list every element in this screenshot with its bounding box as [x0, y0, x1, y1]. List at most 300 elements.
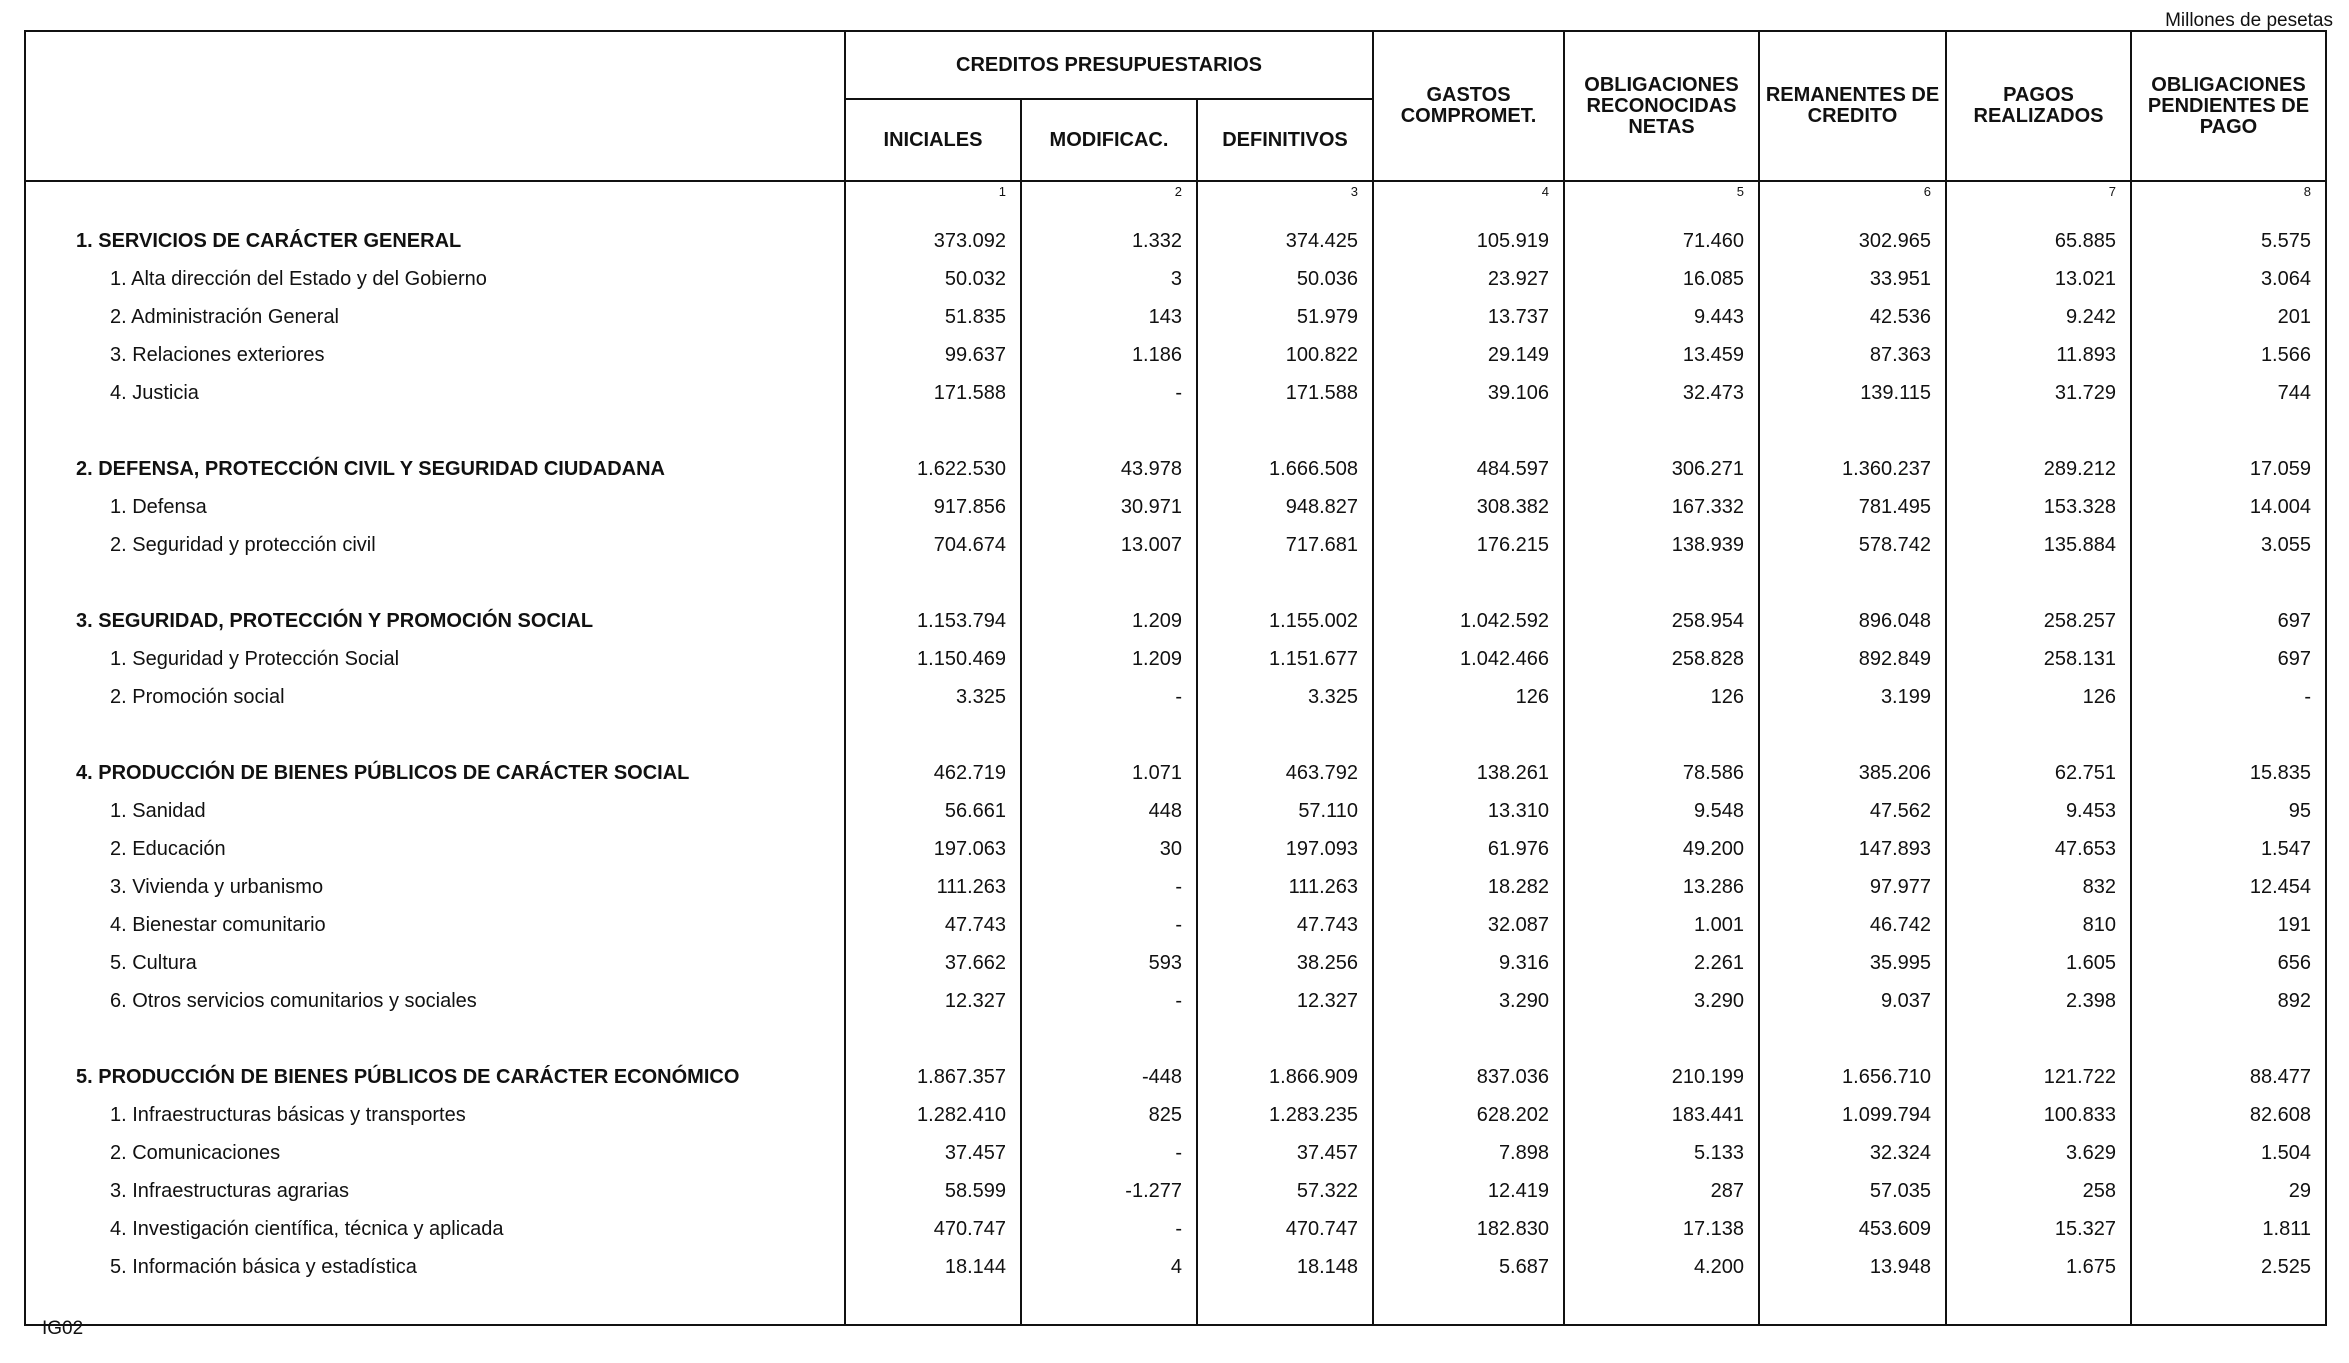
value-cell: 3.325 — [1197, 678, 1373, 716]
value-cell: 896.048 — [1759, 602, 1946, 640]
column-number-row — [25, 181, 2326, 222]
item-row — [25, 1096, 2326, 1134]
value-cell: 176.215 — [1373, 526, 1564, 564]
value-cell: 7.898 — [1373, 1134, 1564, 1172]
spacer-cell — [1373, 1020, 1564, 1058]
column-number: 1 — [845, 181, 1021, 222]
row-label: 3. SEGURIDAD, PROTECCIÓN Y PROMOCIÓN SOCIAL — [25, 602, 845, 640]
table-body — [25, 181, 2326, 1325]
value-cell: 13.310 — [1373, 792, 1564, 830]
value-cell: 43.978 — [1021, 450, 1197, 488]
column-number: 4 — [1373, 181, 1564, 222]
value-cell: 37.662 — [845, 944, 1021, 982]
table-header — [25, 31, 2326, 181]
header-modificac: MODIFICAC. — [1021, 99, 1197, 181]
spacer-cell — [1946, 716, 2131, 754]
value-cell: 126 — [1373, 678, 1564, 716]
value-cell: 1.675 — [1946, 1248, 2131, 1286]
value-cell: 111.263 — [845, 868, 1021, 906]
value-cell: 302.965 — [1759, 222, 1946, 260]
closing-cell — [2131, 1286, 2326, 1325]
row-label: 1. Sanidad — [25, 792, 845, 830]
value-cell: 3.629 — [1946, 1134, 2131, 1172]
value-cell: 3.055 — [2131, 526, 2326, 564]
value-cell: 138.939 — [1564, 526, 1759, 564]
value-cell: 16.085 — [1564, 260, 1759, 298]
value-cell: 33.951 — [1759, 260, 1946, 298]
value-cell: 191 — [2131, 906, 2326, 944]
section-row — [25, 1058, 2326, 1096]
value-cell: 15.327 — [1946, 1210, 2131, 1248]
section-row — [25, 754, 2326, 792]
value-cell: 57.322 — [1197, 1172, 1373, 1210]
value-cell: 197.063 — [845, 830, 1021, 868]
item-row — [25, 298, 2326, 336]
item-row — [25, 1210, 2326, 1248]
value-cell: 1.071 — [1021, 754, 1197, 792]
value-cell: 13.459 — [1564, 336, 1759, 374]
value-cell: 111.263 — [1197, 868, 1373, 906]
column-number: 7 — [1946, 181, 2131, 222]
section-row — [25, 450, 2326, 488]
value-cell: 463.792 — [1197, 754, 1373, 792]
value-cell: 201 — [2131, 298, 2326, 336]
value-cell: 37.457 — [845, 1134, 1021, 1172]
value-cell: 97.977 — [1759, 868, 1946, 906]
value-cell: 5.687 — [1373, 1248, 1564, 1286]
spacer-cell — [1946, 564, 2131, 602]
value-cell: 88.477 — [2131, 1058, 2326, 1096]
row-label: 2. Comunicaciones — [25, 1134, 845, 1172]
header-remanentes: REMANENTES DE CREDITO — [1759, 31, 1946, 181]
value-cell: 470.747 — [845, 1210, 1021, 1248]
value-cell: 374.425 — [1197, 222, 1373, 260]
value-cell: 126 — [1946, 678, 2131, 716]
header-iniciales: INICIALES — [845, 99, 1021, 181]
value-cell: 11.893 — [1946, 336, 2131, 374]
value-cell: 39.106 — [1373, 374, 1564, 412]
column-number: 6 — [1759, 181, 1946, 222]
value-cell: 100.833 — [1946, 1096, 2131, 1134]
value-cell: 810 — [1946, 906, 2131, 944]
value-cell: 139.115 — [1759, 374, 1946, 412]
value-cell: 100.822 — [1197, 336, 1373, 374]
value-cell: 258.257 — [1946, 602, 2131, 640]
value-cell: 61.976 — [1373, 830, 1564, 868]
value-cell: 37.457 — [1197, 1134, 1373, 1172]
value-cell: 78.586 — [1564, 754, 1759, 792]
value-cell: 62.751 — [1946, 754, 2131, 792]
value-cell: 484.597 — [1373, 450, 1564, 488]
value-cell: 1.605 — [1946, 944, 2131, 982]
spacer-row — [25, 564, 2326, 602]
row-label: 1. Infraestructuras básicas y transportes — [25, 1096, 845, 1134]
value-cell: 35.995 — [1759, 944, 1946, 982]
value-cell: 135.884 — [1946, 526, 2131, 564]
closing-cell — [845, 1286, 1021, 1325]
value-cell: 697 — [2131, 640, 2326, 678]
header-obligaciones: OBLIGACIONES RECONOCIDAS NETAS — [1564, 31, 1759, 181]
value-cell: 95 — [2131, 792, 2326, 830]
value-cell: 87.363 — [1759, 336, 1946, 374]
closing-cell — [1946, 1286, 2131, 1325]
value-cell: 289.212 — [1946, 450, 2131, 488]
spacer-cell — [1564, 412, 1759, 450]
value-cell: 892 — [2131, 982, 2326, 1020]
value-cell: 948.827 — [1197, 488, 1373, 526]
value-cell: 3.064 — [2131, 260, 2326, 298]
row-label: 5. Cultura — [25, 944, 845, 982]
value-cell: 29 — [2131, 1172, 2326, 1210]
value-cell: 9.242 — [1946, 298, 2131, 336]
value-cell: 47.653 — [1946, 830, 2131, 868]
value-cell: 1.622.530 — [845, 450, 1021, 488]
value-cell: 71.460 — [1564, 222, 1759, 260]
value-cell: 704.674 — [845, 526, 1021, 564]
value-cell: 13.948 — [1759, 1248, 1946, 1286]
closing-cell — [25, 1286, 845, 1325]
item-row — [25, 868, 2326, 906]
value-cell: 1.547 — [2131, 830, 2326, 868]
value-cell: 18.282 — [1373, 868, 1564, 906]
value-cell: - — [1021, 1210, 1197, 1248]
header-definitivos: DEFINITIVOS — [1197, 99, 1373, 181]
value-cell: 3 — [1021, 260, 1197, 298]
budget-table — [24, 30, 2327, 1326]
value-cell: 892.849 — [1759, 640, 1946, 678]
spacer-cell — [1197, 1020, 1373, 1058]
spacer-cell — [1021, 564, 1197, 602]
value-cell: 1.153.794 — [845, 602, 1021, 640]
row-label: 2. Seguridad y protección civil — [25, 526, 845, 564]
row-label: 4. Justicia — [25, 374, 845, 412]
spacer-cell — [1946, 1020, 2131, 1058]
value-cell: 308.382 — [1373, 488, 1564, 526]
value-cell: 1.666.508 — [1197, 450, 1373, 488]
value-cell: 2.525 — [2131, 1248, 2326, 1286]
row-label: 2. Administración General — [25, 298, 845, 336]
value-cell: 30.971 — [1021, 488, 1197, 526]
value-cell: 656 — [2131, 944, 2326, 982]
spacer-cell — [1946, 412, 2131, 450]
closing-cell — [1021, 1286, 1197, 1325]
value-cell: 717.681 — [1197, 526, 1373, 564]
value-cell: 121.722 — [1946, 1058, 2131, 1096]
value-cell: 143 — [1021, 298, 1197, 336]
value-cell: 47.562 — [1759, 792, 1946, 830]
value-cell: 153.328 — [1946, 488, 2131, 526]
value-cell: 13.737 — [1373, 298, 1564, 336]
value-cell: 1.360.237 — [1759, 450, 1946, 488]
spacer-cell — [845, 716, 1021, 754]
spacer-cell — [845, 1020, 1021, 1058]
value-cell: 105.919 — [1373, 222, 1564, 260]
value-cell: 197.093 — [1197, 830, 1373, 868]
spacer-cell — [845, 412, 1021, 450]
value-cell: 17.138 — [1564, 1210, 1759, 1248]
value-cell: 38.256 — [1197, 944, 1373, 982]
spacer-cell — [1759, 1020, 1946, 1058]
value-cell: 17.059 — [2131, 450, 2326, 488]
value-cell: 82.608 — [2131, 1096, 2326, 1134]
value-cell: 593 — [1021, 944, 1197, 982]
closing-cell — [1197, 1286, 1373, 1325]
spacer-cell — [1021, 1020, 1197, 1058]
value-cell: 183.441 — [1564, 1096, 1759, 1134]
value-cell: 65.885 — [1946, 222, 2131, 260]
value-cell: 470.747 — [1197, 1210, 1373, 1248]
closing-cell — [1564, 1286, 1759, 1325]
value-cell: 1.209 — [1021, 640, 1197, 678]
value-cell: 1.151.677 — [1197, 640, 1373, 678]
value-cell: 18.144 — [845, 1248, 1021, 1286]
value-cell: 2.261 — [1564, 944, 1759, 982]
value-cell: 58.599 — [845, 1172, 1021, 1210]
value-cell: 917.856 — [845, 488, 1021, 526]
value-cell: 4.200 — [1564, 1248, 1759, 1286]
row-label: 4. PRODUCCIÓN DE BIENES PÚBLICOS DE CARÁCTER SOCIAL — [25, 754, 845, 792]
closing-row — [25, 1286, 2326, 1325]
value-cell: 1.099.794 — [1759, 1096, 1946, 1134]
value-cell: 1.186 — [1021, 336, 1197, 374]
value-cell: 1.811 — [2131, 1210, 2326, 1248]
item-row — [25, 944, 2326, 982]
value-cell: 578.742 — [1759, 526, 1946, 564]
column-number: 8 — [2131, 181, 2326, 222]
value-cell: 12.327 — [845, 982, 1021, 1020]
value-cell: 9.316 — [1373, 944, 1564, 982]
value-cell: - — [1021, 1134, 1197, 1172]
item-row — [25, 982, 2326, 1020]
value-cell: 3.199 — [1759, 678, 1946, 716]
item-row — [25, 1134, 2326, 1172]
value-cell: 167.332 — [1564, 488, 1759, 526]
value-cell: 825 — [1021, 1096, 1197, 1134]
value-cell: 9.443 — [1564, 298, 1759, 336]
value-cell: 373.092 — [845, 222, 1021, 260]
spacer-cell — [1021, 716, 1197, 754]
spacer-cell — [1373, 716, 1564, 754]
unit-label: Millones de pesetas — [2165, 10, 2333, 31]
spacer-cell — [1564, 564, 1759, 602]
value-cell: 1.042.592 — [1373, 602, 1564, 640]
header-blank-cell — [25, 31, 845, 181]
value-cell: 51.835 — [845, 298, 1021, 336]
value-cell: 210.199 — [1564, 1058, 1759, 1096]
column-number: 2 — [1021, 181, 1197, 222]
item-row — [25, 526, 2326, 564]
value-cell: - — [1021, 678, 1197, 716]
value-cell: 453.609 — [1759, 1210, 1946, 1248]
item-row — [25, 488, 2326, 526]
row-label: 1. SERVICIOS DE CARÁCTER GENERAL — [25, 222, 845, 260]
spacer-cell — [845, 564, 1021, 602]
value-cell: 49.200 — [1564, 830, 1759, 868]
value-cell: 50.032 — [845, 260, 1021, 298]
item-row — [25, 640, 2326, 678]
row-label: 4. Investigación científica, técnica y aplicada — [25, 1210, 845, 1248]
value-cell: 12.327 — [1197, 982, 1373, 1020]
value-cell: 258.131 — [1946, 640, 2131, 678]
closing-cell — [1759, 1286, 1946, 1325]
value-cell: 1.332 — [1021, 222, 1197, 260]
row-label: 5. Información básica y estadística — [25, 1248, 845, 1286]
value-cell: 13.007 — [1021, 526, 1197, 564]
value-cell: 57.110 — [1197, 792, 1373, 830]
row-label: 2. Promoción social — [25, 678, 845, 716]
header-creditos: CREDITOS PRESUPUESTARIOS — [845, 31, 1373, 99]
value-cell: 306.271 — [1564, 450, 1759, 488]
spacer-row — [25, 716, 2326, 754]
value-cell: 832 — [1946, 868, 2131, 906]
row-label: 6. Otros servicios comunitarios y sociales — [25, 982, 845, 1020]
column-number: 3 — [1197, 181, 1373, 222]
spacer-cell — [2131, 716, 2326, 754]
item-row — [25, 678, 2326, 716]
item-row — [25, 906, 2326, 944]
item-row — [25, 336, 2326, 374]
spacer-cell — [1759, 412, 1946, 450]
row-label: 3. Relaciones exteriores — [25, 336, 845, 374]
value-cell: -1.277 — [1021, 1172, 1197, 1210]
value-cell: 3.290 — [1564, 982, 1759, 1020]
spacer-cell — [1564, 1020, 1759, 1058]
value-cell: 287 — [1564, 1172, 1759, 1210]
value-cell: - — [1021, 906, 1197, 944]
value-cell: 5.133 — [1564, 1134, 1759, 1172]
value-cell: 23.927 — [1373, 260, 1564, 298]
value-cell: 3.325 — [845, 678, 1021, 716]
item-row — [25, 1248, 2326, 1286]
section-row — [25, 602, 2326, 640]
value-cell: 1.150.469 — [845, 640, 1021, 678]
value-cell: 31.729 — [1946, 374, 2131, 412]
value-cell: 99.637 — [845, 336, 1021, 374]
value-cell: 1.001 — [1564, 906, 1759, 944]
spacer-cell — [1759, 564, 1946, 602]
value-cell: 32.324 — [1759, 1134, 1946, 1172]
value-cell: 1.656.710 — [1759, 1058, 1946, 1096]
value-cell: 171.588 — [845, 374, 1021, 412]
value-cell: 258.954 — [1564, 602, 1759, 640]
spacer-cell — [1197, 564, 1373, 602]
spacer-cell — [1197, 412, 1373, 450]
value-cell: 138.261 — [1373, 754, 1564, 792]
value-cell: 628.202 — [1373, 1096, 1564, 1134]
value-cell: 18.148 — [1197, 1248, 1373, 1286]
value-cell: 29.149 — [1373, 336, 1564, 374]
value-cell: 462.719 — [845, 754, 1021, 792]
closing-cell — [1373, 1286, 1564, 1325]
value-cell: 32.473 — [1564, 374, 1759, 412]
value-cell: 182.830 — [1373, 1210, 1564, 1248]
value-cell: 56.661 — [845, 792, 1021, 830]
row-label: 3. Vivienda y urbanismo — [25, 868, 845, 906]
value-cell: - — [1021, 374, 1197, 412]
row-label: 4. Bienestar comunitario — [25, 906, 845, 944]
value-cell: - — [2131, 678, 2326, 716]
value-cell: 126 — [1564, 678, 1759, 716]
spacer-cell — [2131, 412, 2326, 450]
value-cell: 1.282.410 — [845, 1096, 1021, 1134]
spacer-cell — [1197, 716, 1373, 754]
value-cell: 781.495 — [1759, 488, 1946, 526]
value-cell: 1.209 — [1021, 602, 1197, 640]
value-cell: 837.036 — [1373, 1058, 1564, 1096]
value-cell: 5.575 — [2131, 222, 2326, 260]
value-cell: 13.286 — [1564, 868, 1759, 906]
row-label: 5. PRODUCCIÓN DE BIENES PÚBLICOS DE CARÁCTER ECONÓMICO — [25, 1058, 845, 1096]
value-cell: 47.743 — [1197, 906, 1373, 944]
spacer-cell — [1373, 564, 1564, 602]
value-cell: 30 — [1021, 830, 1197, 868]
spacer-cell — [1021, 412, 1197, 450]
value-cell: 9.037 — [1759, 982, 1946, 1020]
spacer-cell — [25, 1020, 845, 1058]
value-cell: 47.743 — [845, 906, 1021, 944]
spacer-cell — [25, 412, 845, 450]
spacer-row — [25, 1020, 2326, 1058]
row-label: 2. DEFENSA, PROTECCIÓN CIVIL Y SEGURIDAD CIUDADANA — [25, 450, 845, 488]
item-row — [25, 1172, 2326, 1210]
spacer-cell — [1759, 716, 1946, 754]
column-number-blank — [25, 181, 845, 222]
value-cell: 15.835 — [2131, 754, 2326, 792]
value-cell: 3.290 — [1373, 982, 1564, 1020]
row-label: 1. Seguridad y Protección Social — [25, 640, 845, 678]
header-gastos: GASTOS COMPROMET. — [1373, 31, 1564, 181]
value-cell: 12.419 — [1373, 1172, 1564, 1210]
value-cell: 4 — [1021, 1248, 1197, 1286]
spacer-cell — [1564, 716, 1759, 754]
value-cell: 57.035 — [1759, 1172, 1946, 1210]
spacer-cell — [25, 564, 845, 602]
value-cell: 171.588 — [1197, 374, 1373, 412]
value-cell: 385.206 — [1759, 754, 1946, 792]
value-cell: 1.042.466 — [1373, 640, 1564, 678]
value-cell: 1.283.235 — [1197, 1096, 1373, 1134]
value-cell: 12.454 — [2131, 868, 2326, 906]
value-cell: 2.398 — [1946, 982, 2131, 1020]
value-cell: 50.036 — [1197, 260, 1373, 298]
value-cell: 744 — [2131, 374, 2326, 412]
header-pagos: PAGOS REALIZADOS — [1946, 31, 2131, 181]
item-row — [25, 830, 2326, 868]
value-cell: 9.548 — [1564, 792, 1759, 830]
value-cell: 1.566 — [2131, 336, 2326, 374]
value-cell: 1.155.002 — [1197, 602, 1373, 640]
value-cell: 697 — [2131, 602, 2326, 640]
item-row — [25, 792, 2326, 830]
value-cell: 258 — [1946, 1172, 2131, 1210]
value-cell: 14.004 — [2131, 488, 2326, 526]
value-cell: 1.504 — [2131, 1134, 2326, 1172]
column-number: 5 — [1564, 181, 1759, 222]
spacer-cell — [1373, 412, 1564, 450]
value-cell: 147.893 — [1759, 830, 1946, 868]
row-label: 2. Educación — [25, 830, 845, 868]
section-row — [25, 222, 2326, 260]
value-cell: 1.866.909 — [1197, 1058, 1373, 1096]
row-label: 3. Infraestructuras agrarias — [25, 1172, 845, 1210]
value-cell: 42.536 — [1759, 298, 1946, 336]
spacer-row — [25, 412, 2326, 450]
spacer-cell — [2131, 1020, 2326, 1058]
value-cell: - — [1021, 868, 1197, 906]
spacer-cell — [2131, 564, 2326, 602]
item-row — [25, 374, 2326, 412]
value-cell: - — [1021, 982, 1197, 1020]
